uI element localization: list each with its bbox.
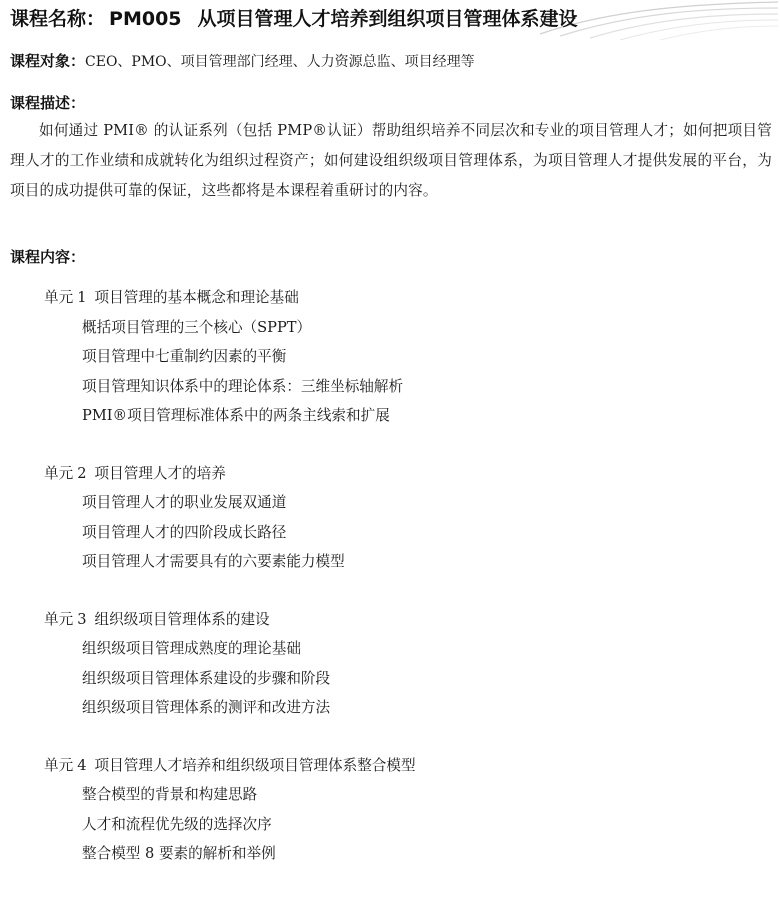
unit-name: 项目管理人才的培养 xyxy=(94,464,226,482)
audience-label: 课程对象： xyxy=(10,52,86,70)
course-title xyxy=(10,4,578,31)
unit-prefix: 单元 xyxy=(44,610,74,628)
course-code: PM005 xyxy=(109,8,182,30)
unit-number: 1 xyxy=(77,289,87,306)
unit-name: 项目管理人才培养和组织级项目管理体系整合模型 xyxy=(94,756,416,774)
unit-title xyxy=(44,751,764,781)
course-audience xyxy=(10,50,475,71)
unit-4 xyxy=(44,751,764,869)
unit-name: 组织级项目管理体系的建设 xyxy=(94,610,270,628)
unit-title xyxy=(44,283,764,313)
unit-1 xyxy=(44,283,764,431)
course-name: 从项目管理人才培养到组织项目管理体系建设 xyxy=(197,8,578,30)
unit-prefix: 单元 xyxy=(44,756,74,774)
unit-title xyxy=(44,605,764,635)
audience-value: CEO、PMO、项目管理部门经理、人力资源总监、项目经理等 xyxy=(85,54,475,70)
unit-topic: 项目管理人才的四阶段成长路径 xyxy=(82,523,287,541)
unit-3 xyxy=(44,605,764,723)
unit-topic: 组织级项目管理成熟度的理论基础 xyxy=(82,640,301,657)
unit-topic: 项目管理人才的职业发展双通道 xyxy=(82,494,287,511)
unit-topic: 组织级项目管理体系建设的步骤和阶段 xyxy=(82,669,331,687)
unit-topic: 人才和流程优先级的选择次序 xyxy=(82,815,272,833)
course-title-label: 课程名称： xyxy=(10,8,106,30)
unit-topic: 概括项目管理的三个核心（SPPT） xyxy=(82,318,312,336)
unit-topic: 项目管理中七重制约因素的平衡 xyxy=(82,348,287,365)
unit-2 xyxy=(44,459,764,577)
unit-topic: 整合模型的背景和构建思路 xyxy=(82,786,258,803)
unit-topic: 项目管理知识体系中的理论体系：三维坐标轴解析 xyxy=(82,377,404,395)
unit-topic: 项目管理人才需要具有的六要素能力模型 xyxy=(82,553,345,570)
unit-topic: 组织级项目管理体系的测评和改进方法 xyxy=(82,699,331,716)
unit-title xyxy=(44,459,764,489)
unit-number: 3 xyxy=(77,610,87,628)
unit-prefix: 单元 xyxy=(44,289,74,306)
unit-prefix: 单元 xyxy=(44,464,74,482)
unit-number: 2 xyxy=(77,464,87,482)
description-text: 如何通过 PMI® 的认证系列（包括 PMP®认证）帮助组织培养不同层次和专业的项目管理人才；如何把项目管理人才的工作业绩和成就转化为组织过程资产；如何建设组织级项目管理体系，为项目管理人才提供发展的平台，为项目的成功提供可靠的保证，这些都将是本课程着重研讨的内容。 xyxy=(10,122,772,199)
unit-number: 4 xyxy=(77,756,87,774)
unit-list xyxy=(44,283,764,897)
description-heading: 课程描述： xyxy=(10,94,86,112)
unit-topic: 整合模型 8 要素的解析和举例 xyxy=(82,845,276,862)
unit-topic: PMI®项目管理标准体系中的两条主线索和扩展 xyxy=(82,407,390,424)
unit-name: 项目管理的基本概念和理论基础 xyxy=(94,289,299,306)
content-heading: 课程内容： xyxy=(10,248,86,266)
